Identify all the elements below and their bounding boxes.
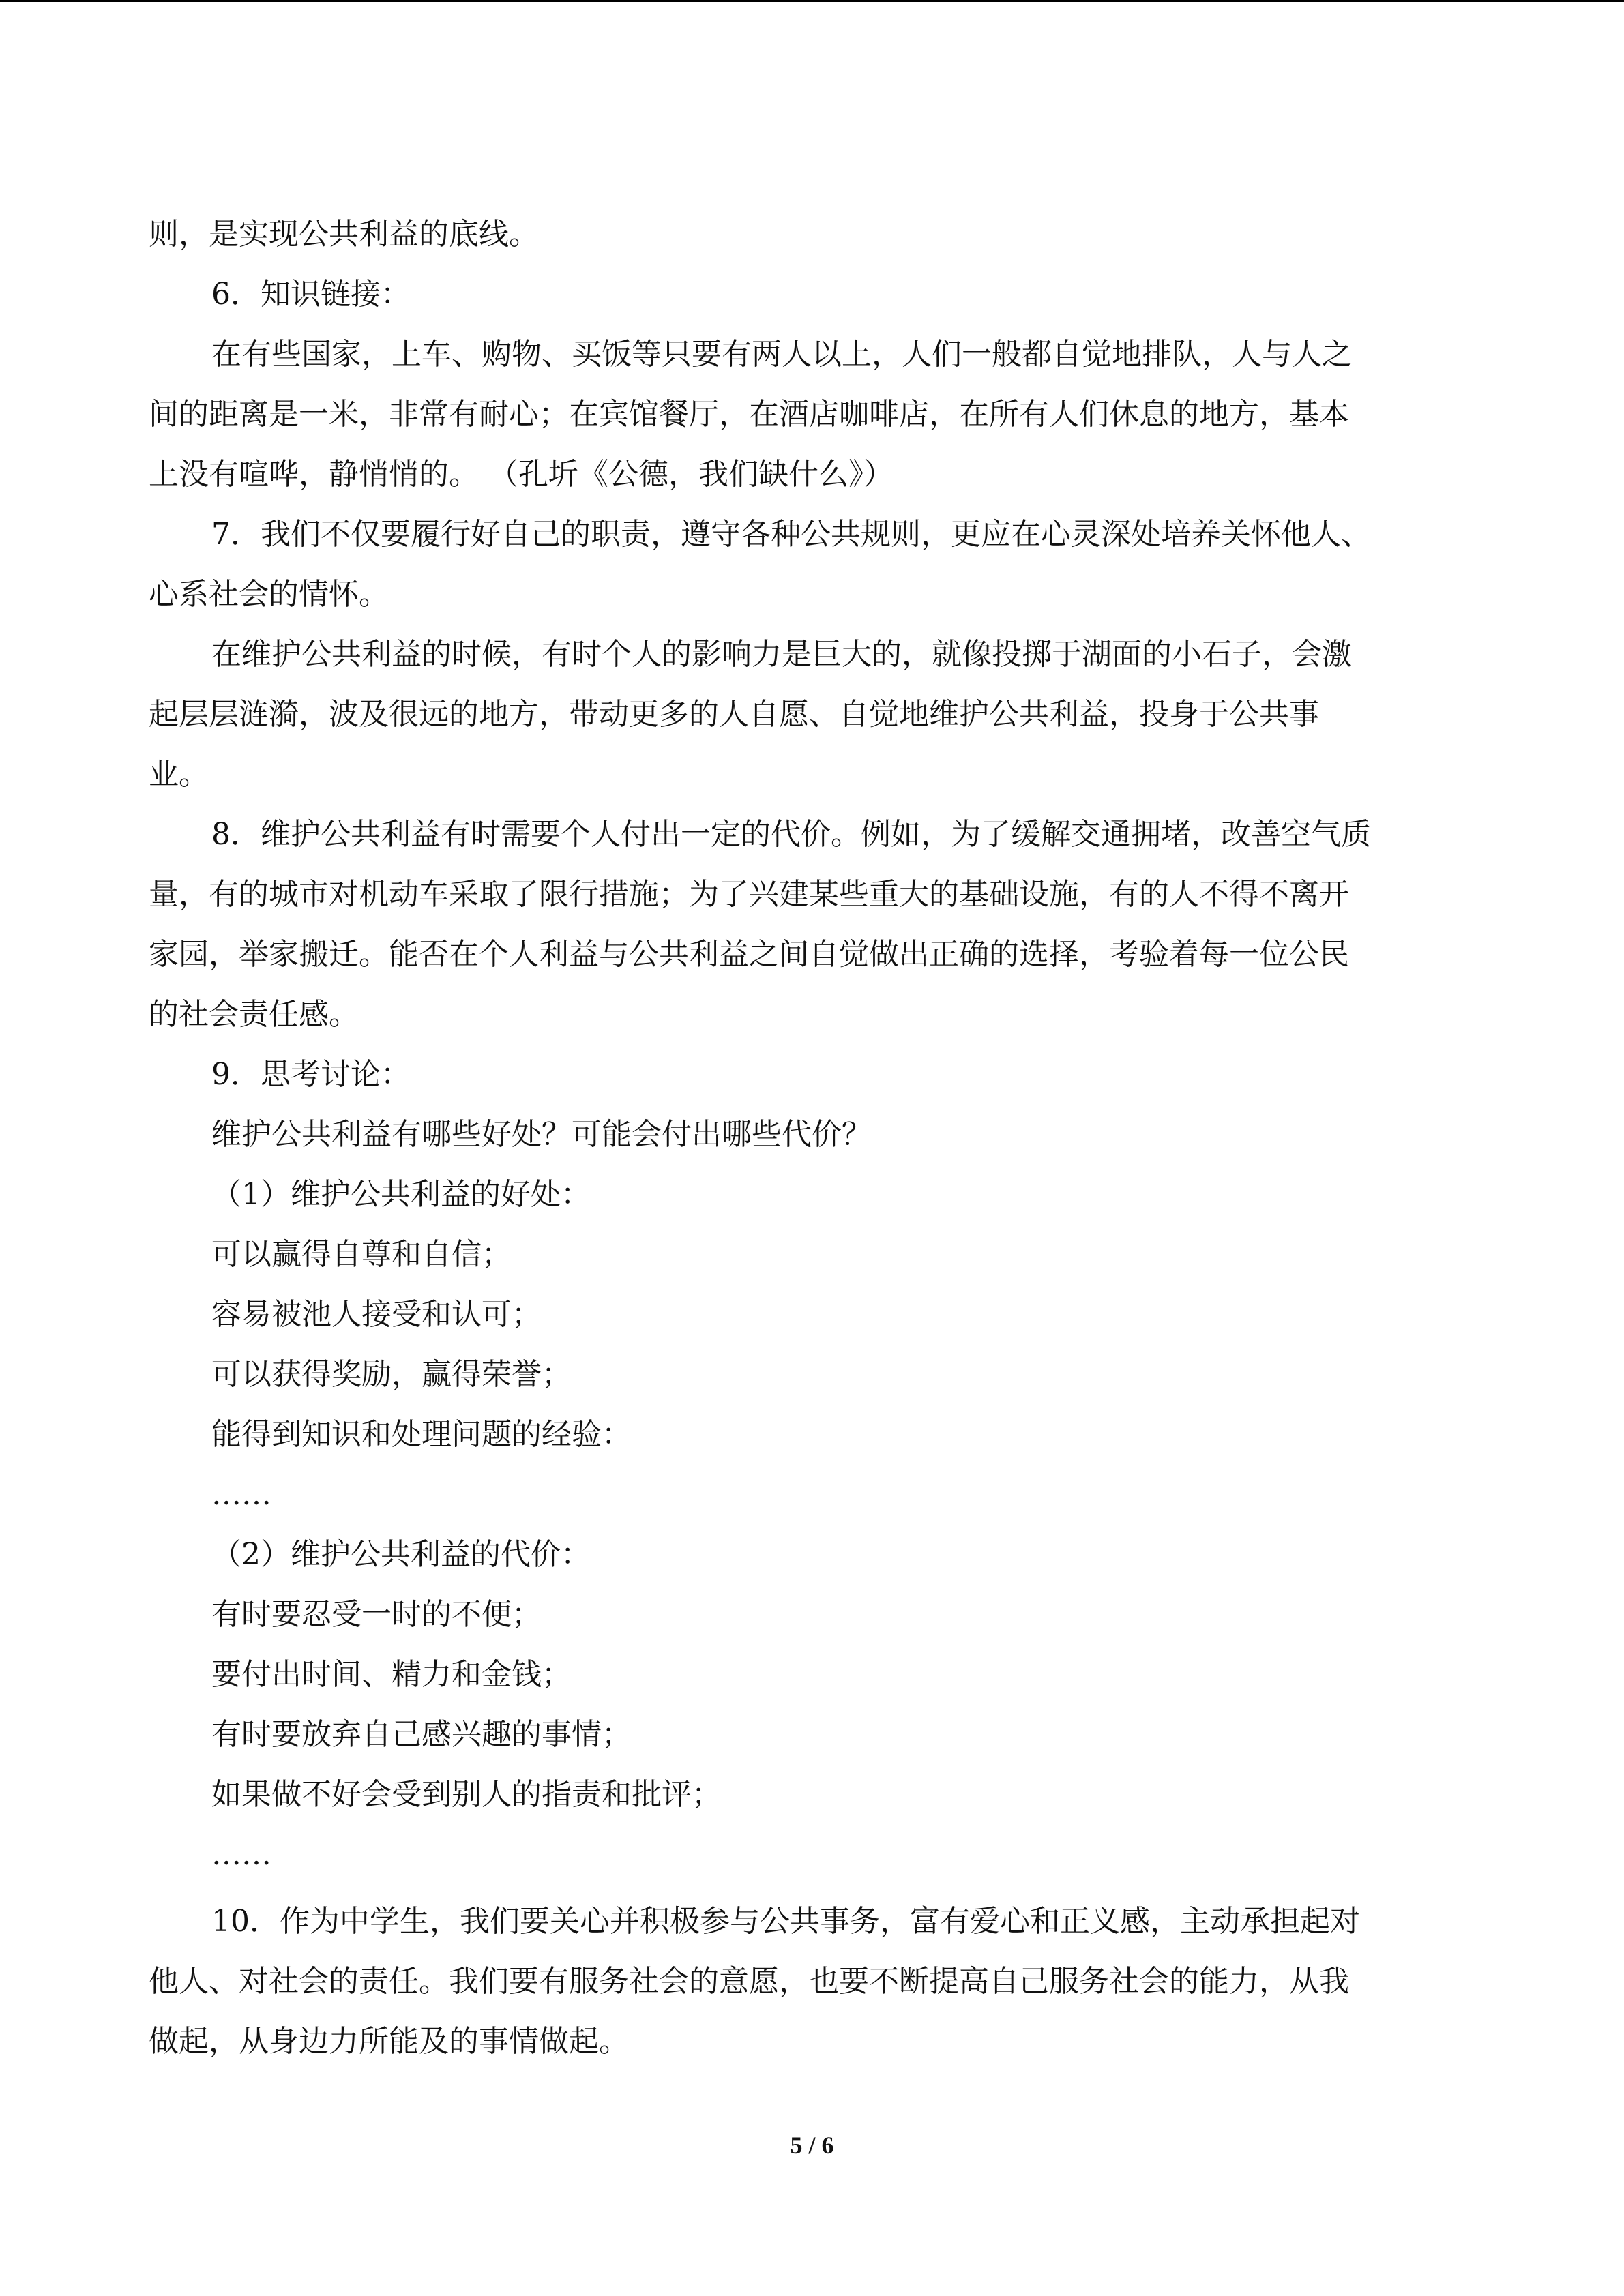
text-line: 业。: [149, 757, 209, 792]
list-item: 有时要放弃自己感兴趣的事情；: [211, 1717, 632, 1752]
text-line: 上没有喧哗，静悄悄的。 （孔圻《公德，我们缺什么》）: [149, 457, 894, 492]
list-item: 可以获得奖励，赢得荣誉；: [211, 1357, 572, 1392]
text-line: 做起，从身边力所能及的事情做起。: [149, 2024, 629, 2059]
text-line: 心系社会的情怀。: [149, 577, 389, 612]
text-line: 在有些国家，上车、购物、买饭等只要有两人以上，人们一般都自觉地排队，人与人之: [211, 337, 1352, 372]
list-item: 可以赢得自尊和自信；: [211, 1237, 512, 1272]
text-line: 家园，举家搬迁。能否在个人利益与公共利益之间自觉做出正确的选择，考验着每一位公民: [149, 937, 1349, 972]
page-top-border: [0, 0, 1624, 2]
text-line: 的社会责任感。: [149, 997, 359, 1032]
page-number: 5 / 6: [790, 2132, 834, 2159]
section-heading: 9．思考讨论：: [211, 1057, 411, 1092]
text-line: 间的距离是一米，非常有耐心；在宾馆餐厅，在酒店咖啡店，在所有人们休息的地方，基本: [149, 397, 1349, 432]
document-body: [149, 205, 1457, 2072]
list-item: 要付出时间、精力和金钱；: [211, 1657, 572, 1692]
text-line: 在维护公共利益的时候，有时个人的影响力是巨大的，就像投掷于湖面的小石子，会激: [211, 637, 1352, 672]
text-line: 则，是实现公共利益的底线。: [149, 217, 539, 252]
text-line: 量，有的城市对机动车采取了限行措施；为了兴建某些重大的基础设施，有的人不得不离开: [149, 877, 1349, 912]
text-line: 维护公共利益有哪些好处？可能会付出哪些代价？: [211, 1117, 872, 1152]
list-item: 如果做不好会受到别人的指责和批评；: [211, 1777, 722, 1812]
list-item: 有时要忍受一时的不便；: [211, 1597, 542, 1632]
text-line: 他人、对社会的责任。我们要有服务社会的意愿，也要不断提高自己服务社会的能力，从我: [149, 1964, 1349, 1999]
list-item: 能得到知识和处理问题的经验：: [211, 1417, 632, 1452]
text-line: 8．维护公共利益有时需要个人付出一定的代价。例如，为了缓解交通拥堵，改善空气质: [211, 817, 1371, 852]
section-heading: 6．知识链接：: [211, 277, 411, 312]
list-item: 容易被池人接受和认可；: [211, 1297, 542, 1332]
list-ellipsis: ……: [211, 1477, 271, 1512]
list-heading: （1）维护公共利益的好处：: [211, 1177, 591, 1212]
text-line: 起层层涟漪，波及很远的地方，带动更多的人自愿、自觉地维护公共利益，投身于公共事: [149, 697, 1319, 732]
text-line: 7．我们不仅要履行好自己的职责，遵守各种公共规则，更应在心灵深处培养关怀他人、: [211, 517, 1371, 552]
list-heading: （2）维护公共利益的代价：: [211, 1537, 591, 1572]
text-line: 10．作为中学生，我们要关心并积极参与公共事务，富有爱心和正义感，主动承担起对: [211, 1904, 1360, 1939]
list-ellipsis: ……: [211, 1837, 271, 1872]
